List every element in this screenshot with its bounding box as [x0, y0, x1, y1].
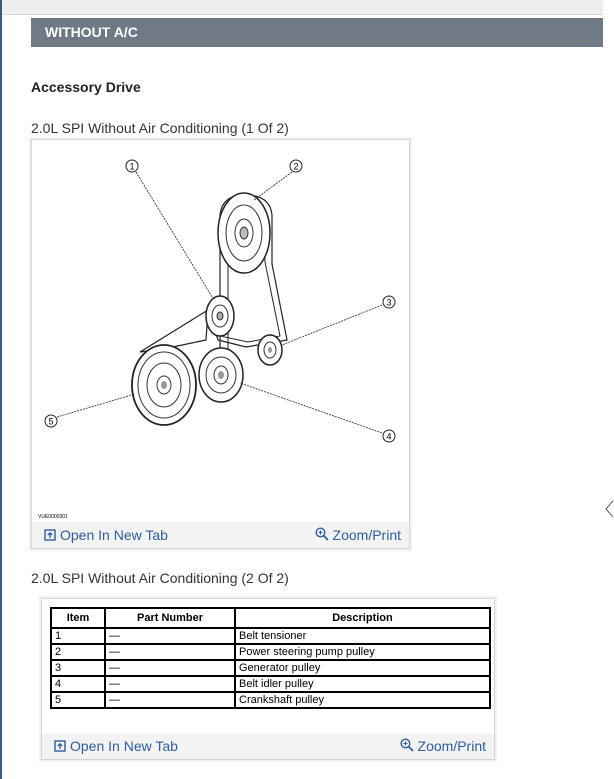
column-header-part-number: Part Number: [105, 608, 235, 628]
cell-part-number: —: [105, 660, 235, 676]
open-new-tab-icon: [54, 734, 66, 760]
cell-item: 1: [51, 628, 105, 644]
svg-text:3: 3: [386, 297, 392, 308]
callout-1: [126, 160, 138, 172]
callout-4: [383, 430, 395, 442]
mouse-cursor-icon: 〈: [596, 500, 614, 520]
column-header-item: Item: [51, 608, 105, 628]
figure-1-container: [31, 139, 410, 549]
callout-2: [290, 160, 302, 172]
zoom-icon: [315, 523, 329, 549]
callout-3: [383, 296, 395, 308]
cell-part-number: —: [105, 692, 235, 708]
cell-item: 4: [51, 676, 105, 692]
zoom-print-label: Zoom/Print: [332, 527, 401, 543]
cell-description: Belt tensioner: [235, 628, 490, 644]
open-new-tab-link[interactable]: [44, 522, 168, 549]
figure-2-container: [41, 598, 495, 760]
cell-description: Crankshaft pulley: [235, 692, 490, 708]
section-title: WITHOUT A/C: [45, 24, 138, 40]
cell-item: 3: [51, 660, 105, 676]
svg-text:1: 1: [129, 161, 135, 172]
cell-description: Belt idler pulley: [235, 676, 490, 692]
table-row: [51, 676, 490, 692]
figure-2-footer: [42, 733, 494, 759]
idler-pulley: [199, 348, 243, 402]
section-header: [31, 18, 603, 47]
column-header-description: Description: [235, 608, 490, 628]
table-row: [51, 660, 490, 676]
figure-1-title: 2.0L SPI Without Air Conditioning (1 Of 2): [31, 120, 289, 136]
cell-description: Power steering pump pulley: [235, 644, 490, 660]
svg-text:4: 4: [386, 431, 392, 442]
open-new-tab-label: Open In New Tab: [60, 527, 168, 543]
crankshaft-pulley: [132, 345, 196, 425]
cell-part-number: —: [105, 628, 235, 644]
table-header-row: [51, 608, 490, 628]
open-new-tab-link[interactable]: [54, 733, 178, 760]
figure-2-title: 2.0L SPI Without Air Conditioning (2 Of 2): [31, 570, 289, 586]
accessory-drive-diagram: [32, 140, 409, 520]
cell-item: 5: [51, 692, 105, 708]
cell-description: Generator pulley: [235, 660, 490, 676]
zoom-icon: [400, 734, 414, 760]
svg-text:2: 2: [293, 161, 299, 172]
cell-part-number: —: [105, 644, 235, 660]
page-heading: Accessory Drive: [31, 79, 141, 95]
table-row: [51, 628, 490, 644]
top-bar: [0, 0, 603, 15]
figure-1-footer: [32, 522, 409, 548]
svg-text:5: 5: [48, 416, 54, 427]
cell-item: 2: [51, 644, 105, 660]
zoom-print-link[interactable]: [315, 522, 401, 549]
generator-pulley: [258, 335, 282, 365]
table-row: [51, 644, 490, 660]
cell-part-number: —: [105, 676, 235, 692]
table-row: [51, 692, 490, 708]
image-code: VUE0000301: [38, 514, 68, 520]
zoom-print-link[interactable]: [400, 733, 486, 760]
tensioner-pulley: [206, 296, 234, 336]
power-steering-pulley: [218, 193, 270, 273]
callout-5: [45, 415, 57, 427]
open-new-tab-icon: [44, 523, 56, 549]
zoom-print-label: Zoom/Print: [417, 738, 486, 754]
parts-table: [50, 607, 491, 709]
left-accent-line: [0, 0, 2, 779]
open-new-tab-label: Open In New Tab: [70, 738, 178, 754]
